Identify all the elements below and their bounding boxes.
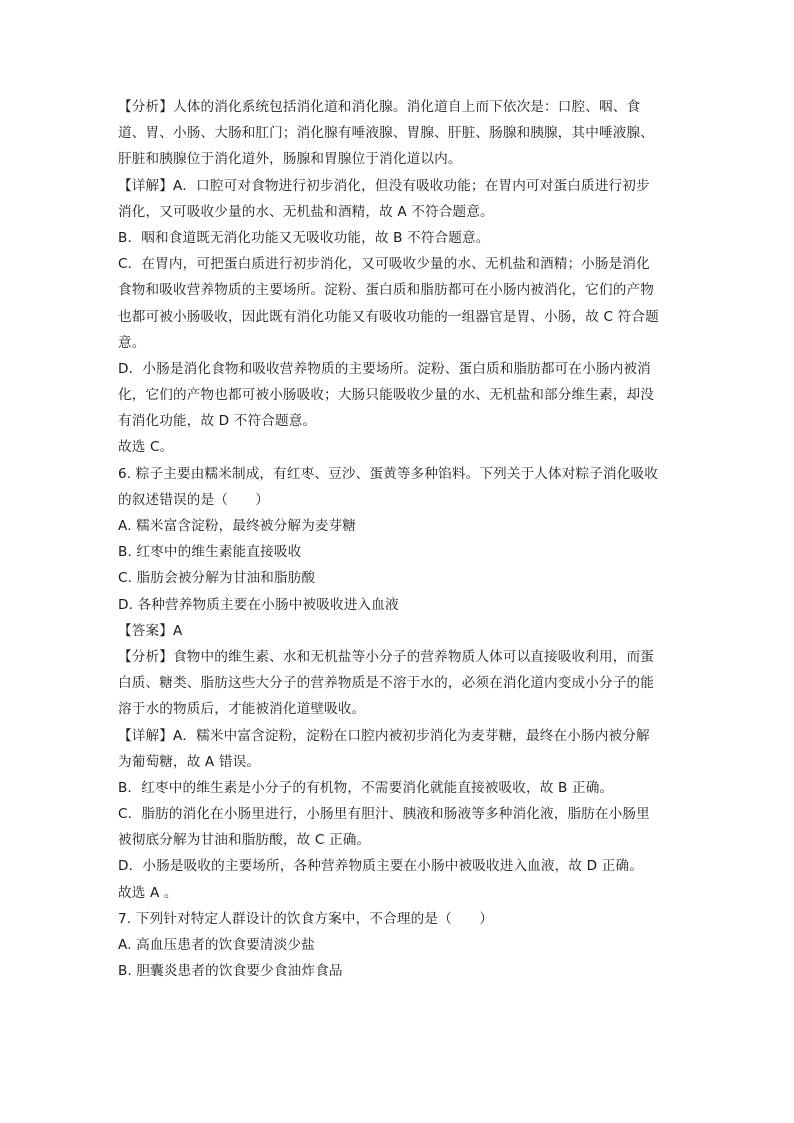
text-line: D．小肠是吸收的主要场所，各种营养物质主要在小肠中被吸收进入血液，故 D 正确。: [118, 858, 643, 875]
document-body: [118, 94, 674, 984]
text-line: C．在胃内，可把蛋白质进行初步消化，又可吸收少量的水、无机盐和酒精；小肠是消化: [118, 256, 650, 273]
option-a: A. 糯米富含淀粉，最终被分解为麦芽糖: [118, 518, 357, 534]
text-line: 化，它们的产物也都可被小肠吸收；大肠只能吸收少量的水、无机盐和部分维生素，却没: [118, 387, 655, 404]
text-line: 溶于水的物质后，才能被消化道壁吸收。: [118, 701, 366, 718]
text-line: B．红枣中的维生素是小分子的有机物，不需要消化就能直接被吸收，故 B 正确。: [118, 779, 614, 796]
text-line: B．咽和食道既无消化功能又无吸收功能，故 B 不符合题意。: [118, 229, 490, 246]
text-line: 故选 C。: [118, 439, 174, 456]
text-line: 【分析】人体的消化系统包括消化道和消化腺。消化道自上而下依次是：口腔、咽、食: [118, 99, 641, 115]
text-line: 消化，又可吸收少量的水、无机盐和酒精，故 A 不符合题意。: [118, 203, 494, 220]
text-line: 食物和吸收营养物质的主要场所。淀粉、蛋白质和脂肪都可在小肠内被消化，它们的产物: [118, 282, 655, 299]
text-line: 故选 A 。: [118, 884, 178, 901]
text-line: 【详解】A．口腔可对食物进行初步消化，但没有吸收功能；在胃内可对蛋白质进行初步: [118, 177, 650, 194]
question-7-stem: 7. 下列针对特定人群设计的饮食方案中，不合理的是（ ）: [118, 910, 494, 927]
option-d: D. 各种营养物质主要在小肠中被吸收进入血液: [118, 596, 399, 613]
text-line: 白质、糖类、脂肪这些大分子的营养物质是不溶于水的，必须在消化道内变成小分子的能: [118, 675, 655, 692]
option-b: B. 红枣中的维生素能直接吸收: [118, 544, 302, 561]
answer-line: 【答案】A: [118, 622, 183, 639]
text-line: 道、胃、小肠、大肠和肛门；消化腺有唾液腺、胃腺、肝脏、肠腺和胰腺，其中唾液腺、: [118, 125, 655, 142]
question-6-stem: 的叙述错误的是（ ）: [118, 491, 270, 508]
text-line: C．脂肪的消化在小肠里进行，小肠里有胆汁、胰液和肠液等多种消化液，脂肪在小肠里: [118, 806, 650, 823]
option-a: A. 高血压患者的饮食要清淡少盐: [118, 937, 315, 953]
text-line: D．小肠是消化食物和吸收营养物质的主要场所。淀粉、蛋白质和脂肪都可在小肠内被消: [118, 360, 651, 377]
text-line: 被彻底分解为甘油和脂肪酸，故 C 正确。: [118, 832, 371, 849]
question-6-stem: 6. 粽子主要由糯米制成，有红枣、豆沙、蛋黄等多种馅料。下列关于人体对粽子消化吸收: [118, 465, 659, 482]
text-line: 有消化功能，故 D 不符合题意。: [118, 413, 317, 430]
option-c: C. 脂肪会被分解为甘油和脂肪酸: [118, 570, 316, 587]
text-line: 【分析】食物中的维生素、水和无机盐等小分子的营养物质人体可以直接吸收利用，而蛋: [118, 648, 655, 665]
text-line: 意。: [118, 334, 146, 351]
text-line: 也都可被小肠吸收，因此既有消化功能又有吸收功能的一组器官是胃、小肠，故 C 符合题: [118, 308, 659, 325]
text-line: 为葡萄糖，故 A 错误。: [118, 753, 261, 770]
option-b: B. 胆囊炎患者的饮食要少食油炸食品: [118, 963, 343, 980]
text-line: 肝脏和胰腺位于消化道外，肠腺和胃腺位于消化道以内。: [118, 151, 462, 168]
text-line: 【详解】A．糯米中富含淀粉，淀粉在口腔内被初步消化为麦芽糖，最终在小肠内被分解: [118, 727, 650, 744]
